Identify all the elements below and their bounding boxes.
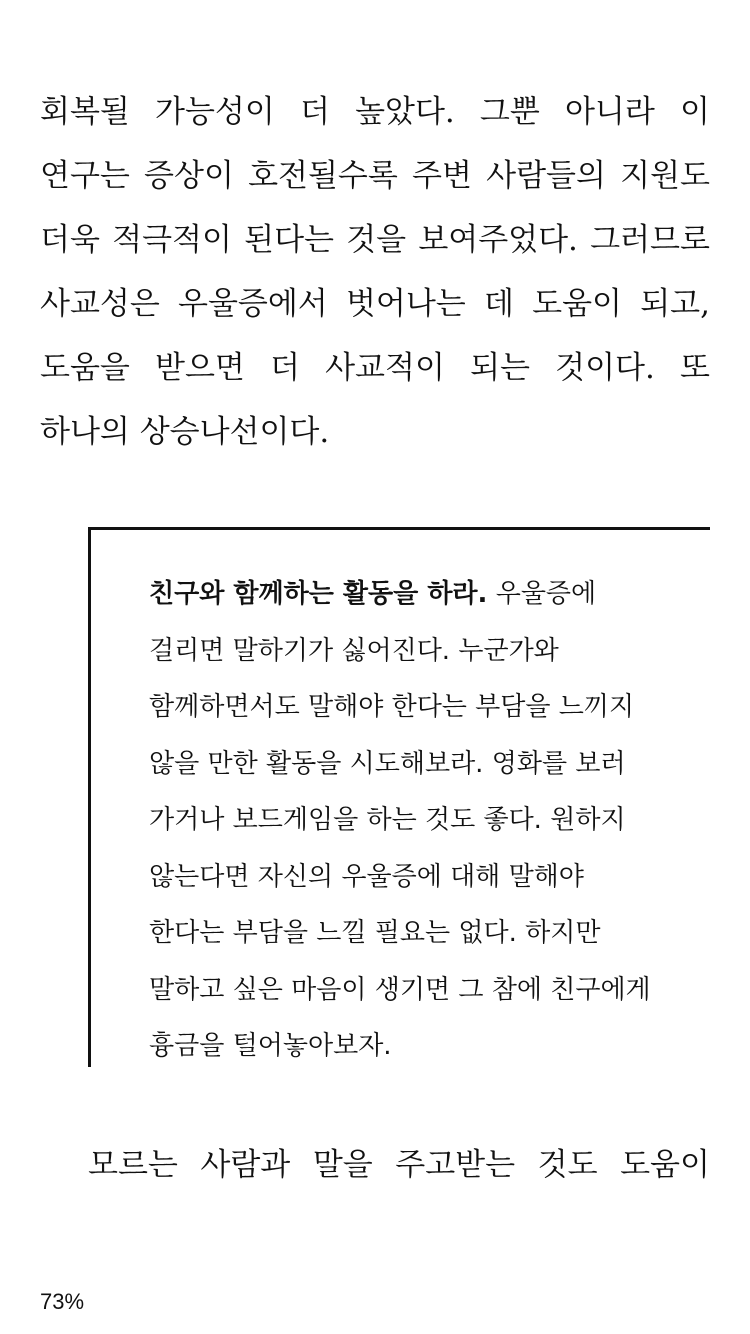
callout-line: 가거나 보드게임을 하는 것도 좋다. 원하지 [149,805,626,835]
word: 도움을 [40,350,130,386]
word: 이 [679,94,710,130]
word: 벗어나는 [345,286,466,322]
callout-line: 말하고 싶은 마음이 생기면 그 참에 친구에게 [149,974,651,1005]
text-line: 하나의 상승나선이다. [40,414,330,450]
word: 주고받는 [395,1147,516,1183]
word: 되고, [640,286,710,322]
word: 연구는 [40,158,130,194]
body-paragraph [40,80,710,464]
word: 아니라 [564,94,655,130]
text-line [40,144,710,208]
word: 가능성이 [155,94,275,130]
word: 증상이 [144,158,234,194]
word: 사교성은 [40,286,160,322]
word: 높았다. [355,94,455,130]
text-line [40,272,710,336]
word: 데 [483,286,514,322]
word: 더욱 [40,222,100,258]
text-line [88,1133,710,1197]
word: 사람과 [200,1147,291,1183]
text-line [40,80,710,144]
word: 된다는 [244,222,334,258]
word: 더 [270,350,300,386]
callout-line: 한다는 부담을 느낄 필요는 없다. 하지만 [149,918,601,948]
reading-progress-indicator: 73% [40,1289,85,1314]
callout-line: 흉금을 털어놓아보자. [149,1031,392,1061]
text-line [40,208,710,272]
callout-text [149,566,709,1075]
word: 받으면 [155,350,245,386]
word: 또 [679,350,710,386]
word: 지원도 [620,158,710,194]
callout-line: 않을 만한 활동을 시도해보라. 영화를 보러 [149,748,626,779]
text-line [40,336,710,400]
word: 우울증에서 [178,286,328,322]
word: 그뿐 [479,94,540,130]
tip-callout-box [88,527,710,1067]
word: 것을 [346,222,407,258]
callout-heading: 친구와 함께하는 활동을 하라. [149,579,488,609]
callout-first-line-rest: 우울증에 [487,579,597,609]
word: 것이다. [555,350,655,386]
word: 것도 [537,1147,598,1183]
word: 도움이 [532,286,622,322]
word: 도움이 [620,1147,710,1183]
word: 되는 [470,350,530,386]
word: 말을 [312,1147,373,1183]
word: 주변 [412,158,472,194]
word: 호전될수록 [248,158,398,194]
body-paragraph [88,1133,710,1197]
word: 사교적이 [325,350,445,386]
word: 보여주었다. [418,222,578,258]
callout-line: 않는다면 자신의 우울증에 대해 말해야 [149,861,584,892]
word: 모르는 [88,1147,178,1183]
word: 사람들의 [486,158,606,194]
callout-line: 함께하면서도 말해야 한다는 부담을 느끼지 [149,692,635,722]
callout-line: 걸리면 말하기가 싫어진다. 누군가와 [149,635,559,666]
word: 적극적이 [112,222,232,258]
word: 회복될 [40,94,130,130]
word: 더 [299,94,330,130]
callout-first-line [149,566,709,623]
word: 그러므로 [590,222,710,258]
